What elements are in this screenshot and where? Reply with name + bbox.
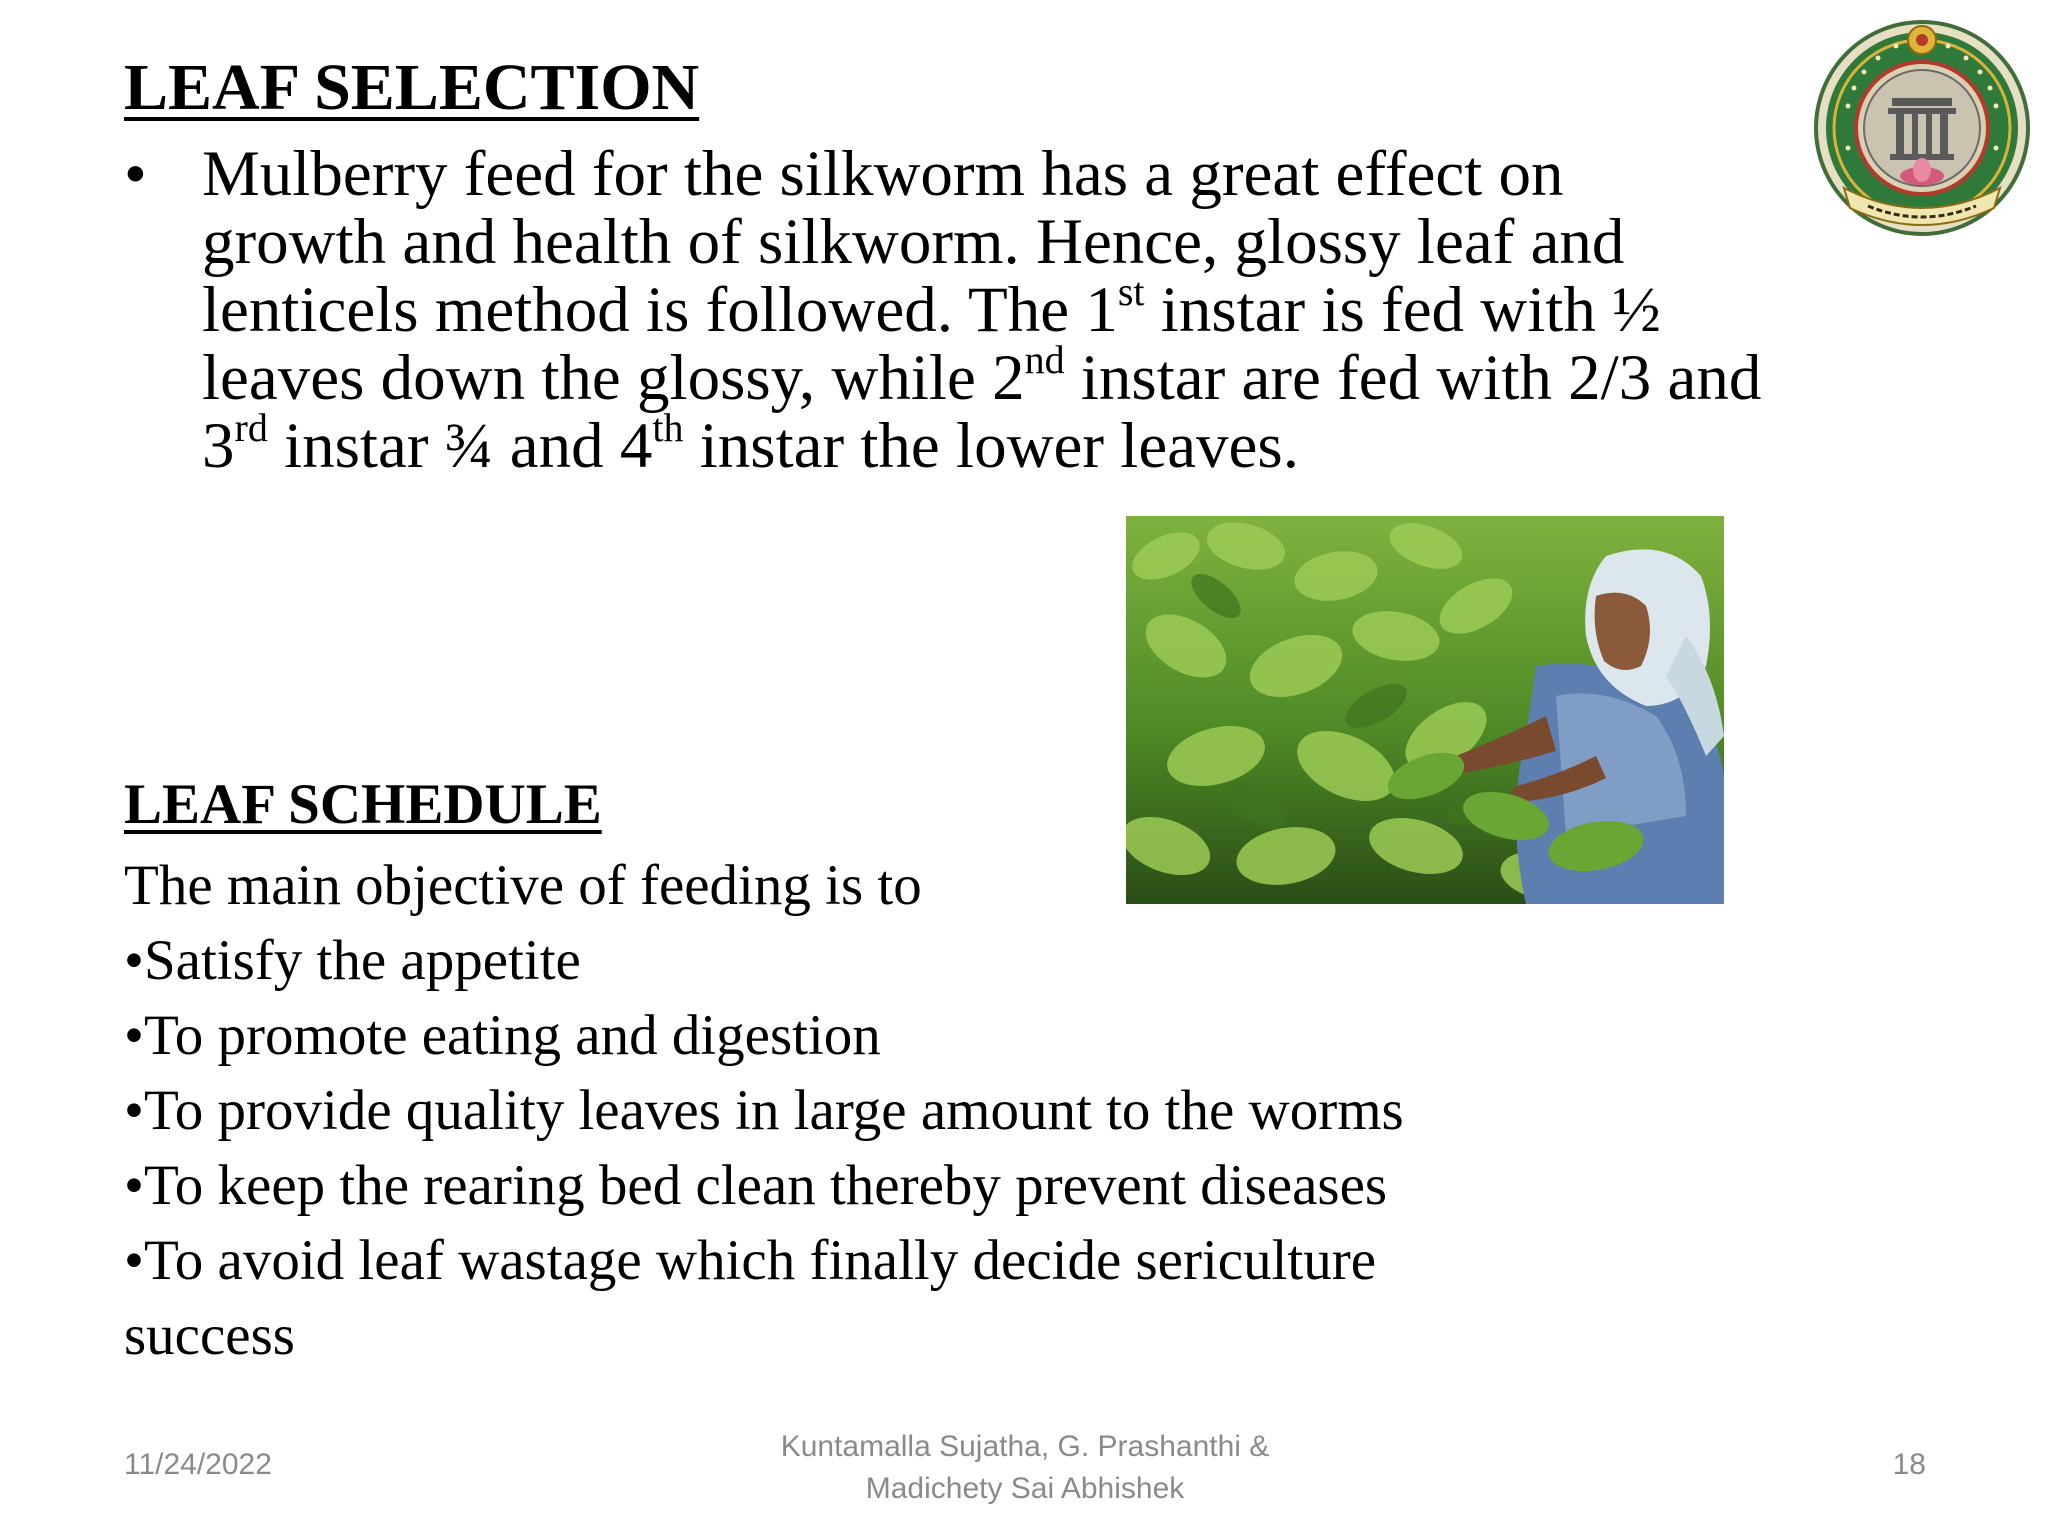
bullet-line-4-part-b: instar are fed with 2/3 and [1064, 342, 1762, 414]
bullet-line-5-part-b: instar ¾ and 4 [267, 410, 653, 482]
superscript-nd: nd [1024, 337, 1065, 382]
bullet-line-5-part-c: instar the lower leaves. [683, 410, 1299, 482]
bullet-line-3 [202, 269, 1952, 346]
bullet-text [202, 140, 1952, 480]
bullet-marker: • [124, 138, 147, 210]
woman-picking-mulberry-leaves-photo [1126, 516, 1724, 904]
list-item: •To keep the rearing bed clean thereby prevent diseases [124, 1154, 1388, 1217]
bullet-line-5-part-a: 3 [202, 410, 235, 482]
leaf-schedule-list [124, 848, 1624, 1373]
bullet-line-2: growth and health of silkworm. Hence, glossy leaf and [202, 206, 1625, 278]
bullet-line-4-part-a: leaves down the glossy, while 2 [202, 342, 1025, 414]
bullet-line-5 [202, 405, 1952, 482]
bullet-line-3-part-b: instar is fed with ½ [1144, 274, 1661, 346]
bullet-line-4 [202, 337, 1952, 414]
list-item: success [124, 1304, 295, 1367]
footer-author-line-1: Kuntamalla Sujatha, G. Prashanthi & [780, 1430, 1270, 1463]
leaf-schedule-heading: LEAF SCHEDULE [124, 773, 602, 836]
footer-date: 11/24/2022 [124, 1448, 272, 1481]
list-item: •To provide quality leaves in large amount to the worms [124, 1079, 1404, 1142]
footer-author-line-2: Madichety Sai Abhishek [865, 1472, 1185, 1505]
bullet-line-3-part-a: lenticels method is followed. The 1 [202, 274, 1118, 346]
footer-author [700, 1426, 1350, 1510]
bullet-line-1: Mulberry feed for the silkworm has a great effect on [202, 138, 1564, 210]
superscript-st: st [1117, 269, 1145, 314]
list-item: •To avoid leaf wastage which finally decide sericulture [124, 1229, 1377, 1292]
university-emblem-logo [1808, 16, 2036, 244]
superscript-th: th [652, 405, 684, 450]
schedule-intro: The main objective of feeding is to [124, 854, 922, 917]
slide-title: LEAF SELECTION [124, 51, 700, 124]
list-item: •Satisfy the appetite [124, 929, 581, 992]
list-item: •To promote eating and digestion [124, 1004, 881, 1067]
page-number: 18 [1892, 1448, 1926, 1481]
sun-emblem-icon [1908, 26, 1936, 54]
superscript-rd: rd [234, 405, 268, 450]
